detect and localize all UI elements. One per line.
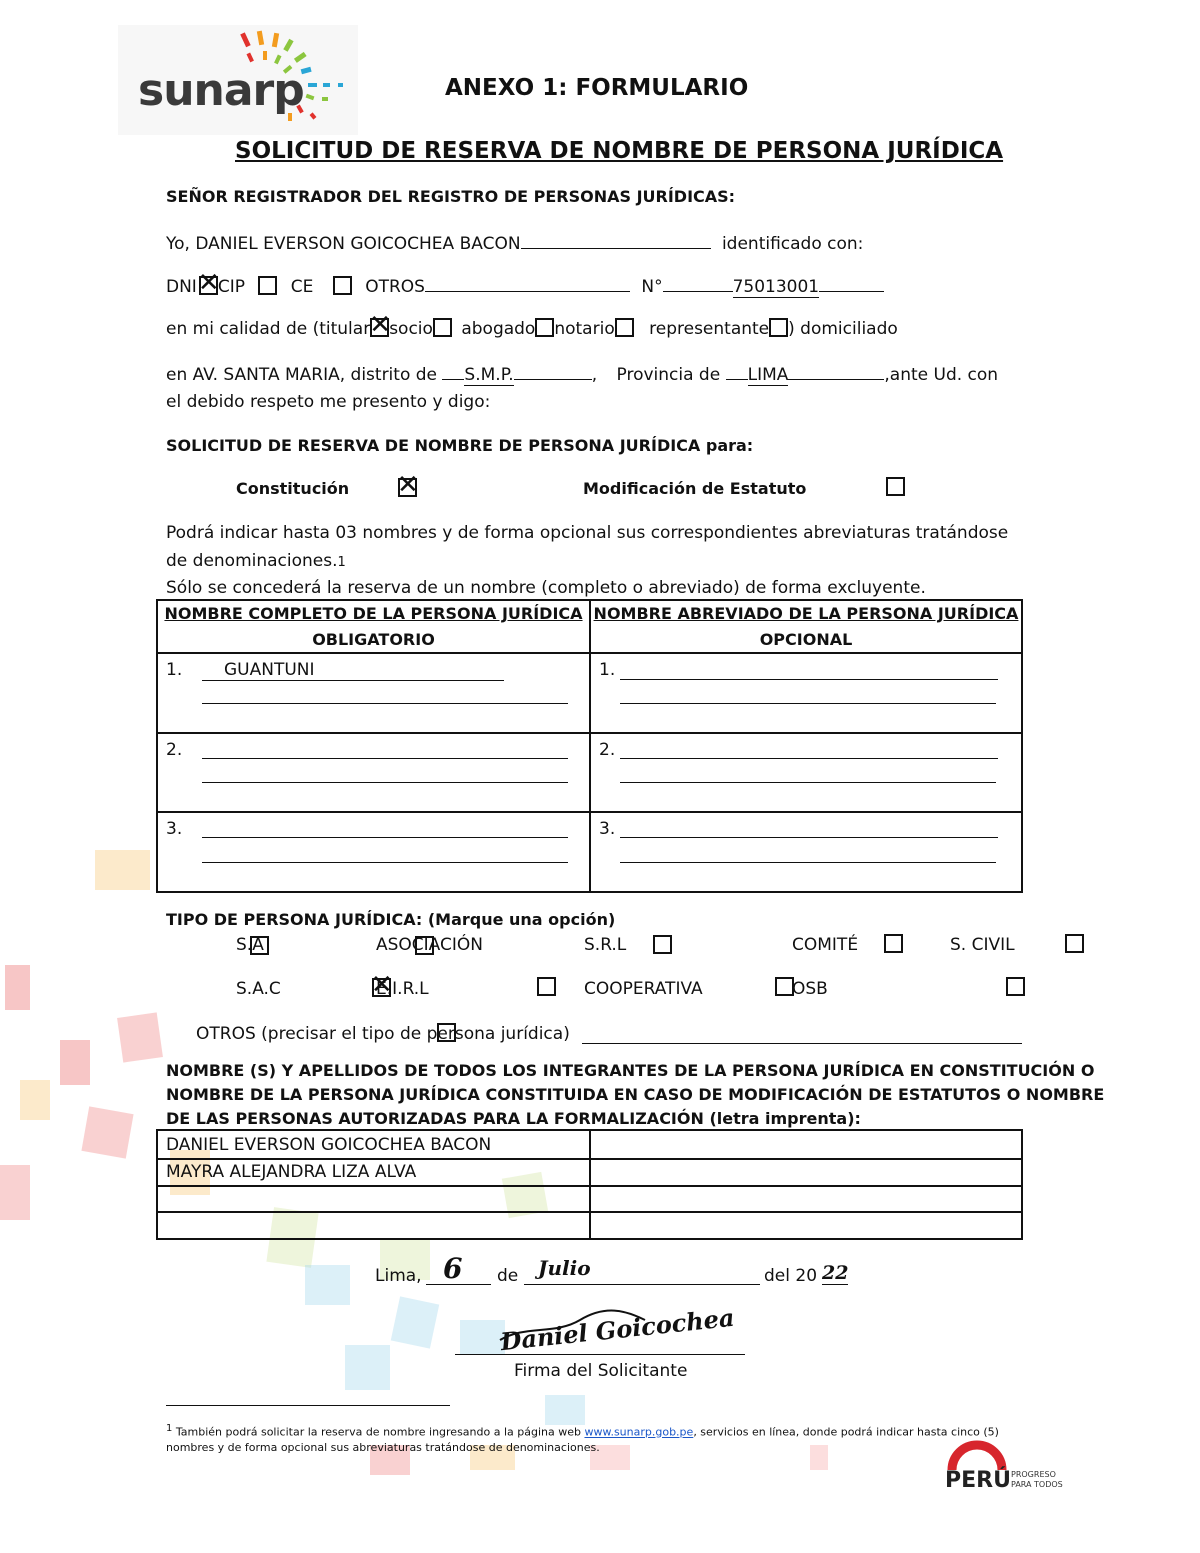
- capacity-notario-label: notario: [554, 319, 615, 339]
- names-row-2-num: 2.: [166, 740, 183, 760]
- date-day-value: 6: [443, 1252, 463, 1285]
- footnote-separator: [166, 1405, 450, 1406]
- entity-cooperativa-label: COOPERATIVA: [584, 979, 703, 999]
- date-year-prefix: del 20: [764, 1266, 818, 1286]
- footnote-link[interactable]: www.sunarp.gob.pe: [584, 1425, 694, 1439]
- date-city: Lima,: [375, 1266, 422, 1286]
- member-row-4-col2[interactable]: [598, 1215, 1018, 1235]
- entity-osb-label: OSB: [792, 979, 828, 999]
- address-prefix: en AV. SANTA MARIA, distrito de: [166, 365, 438, 385]
- entity-asociacion-label: ASOCIACIÓN: [376, 935, 483, 955]
- names-row-2-full-line2[interactable]: [202, 782, 568, 783]
- date-month-field[interactable]: [524, 1284, 760, 1285]
- date-month-value: Julio: [538, 1256, 591, 1280]
- entity-otros-label: OTROS (precisar el tipo de persona jurídica): [196, 1024, 570, 1044]
- signature-scribble-icon: [495, 1305, 655, 1350]
- names-col2-header-text: NOMBRE ABREVIADO DE LA PERSONA JURÍDICA: [593, 604, 1019, 623]
- entity-type-heading: TIPO DE PERSONA JURÍDICA: (Marque una opción): [166, 910, 616, 929]
- footnote-line-1: [166, 1423, 999, 1439]
- doc-type-dni-label: DNI: [166, 277, 197, 297]
- member-row-2-col2[interactable]: [598, 1162, 1018, 1182]
- names-col2-sub: OPCIONAL: [759, 630, 853, 649]
- address-line-2: el debido respeto me presento y digo:: [166, 392, 491, 412]
- entity-comite-checkbox[interactable]: [884, 934, 903, 953]
- names-row-1-abbr-num: 1.: [599, 660, 616, 680]
- entity-scivil-checkbox[interactable]: [1065, 934, 1084, 953]
- doc-number-underline-left: [663, 274, 733, 292]
- capacity-line: [166, 318, 898, 339]
- entity-srl-label: S.R.L: [584, 935, 627, 955]
- date-year-suffix: 22: [822, 1262, 849, 1284]
- entity-eirl-label: E.I.R.L: [376, 979, 429, 999]
- district-field[interactable]: S.M.P.: [464, 365, 514, 385]
- sunarp-logo: [118, 25, 358, 135]
- capacity-socio-label: socio: [389, 319, 433, 339]
- capacity-socio-checkbox[interactable]: [370, 318, 389, 337]
- doc-type-dni-checkbox[interactable]: [199, 276, 218, 295]
- members-table-rule-1: [158, 1158, 1021, 1160]
- doc-type-ce-label: CE: [290, 277, 314, 297]
- handwritten-signature: Daniel Goicochea: [499, 1302, 736, 1357]
- name-underline: [521, 231, 711, 249]
- members-table-rule-2: [158, 1185, 1021, 1187]
- province-underline-right: [788, 362, 884, 380]
- names-row-2-full-field[interactable]: [202, 758, 568, 759]
- names-row-1-num: 1.: [166, 660, 183, 680]
- member-row-3-name[interactable]: [166, 1189, 586, 1209]
- instructions-line-3: Sólo se concederá la reserva de un nombre (completo o abreviado) de forma excluyente.: [166, 578, 926, 598]
- names-row-3-abbr-num: 3.: [599, 819, 616, 839]
- peru-wordmark: PERÚ: [945, 1468, 1011, 1493]
- province-label: Provincia de: [616, 365, 721, 385]
- identity-suffix: identificado con:: [721, 234, 864, 254]
- members-heading-line-2: NOMBRE DE LA PERSONA JURÍDICA CONSTITUIDA EN CASO DE MODIFICACIÓN DE ESTATUTOS O NOMBRE: [166, 1085, 1105, 1104]
- names-table-row-rule-1: [158, 732, 1021, 734]
- identity-line: [166, 231, 863, 254]
- names-row-3-num: 3.: [166, 819, 183, 839]
- names-row-2-abbr-line2[interactable]: [620, 782, 996, 783]
- footnote-text-before: También podrá solicitar la reserva de nombre ingresando a la página web: [175, 1425, 581, 1439]
- page-title: SOLICITUD DE RESERVA DE NOMBRE DE PERSONA JURÍDICA: [235, 138, 1004, 164]
- capacity-representante-checkbox[interactable]: [769, 318, 788, 337]
- member-row-1-name[interactable]: DANIEL EVERSON GOICOCHEA BACON: [166, 1135, 492, 1155]
- request-constitucion-label: Constitución: [236, 479, 350, 498]
- names-row-3-full-field[interactable]: [202, 837, 568, 838]
- names-row-3-full-line2[interactable]: [202, 862, 568, 863]
- footnote-mark: 1: [166, 1423, 173, 1434]
- doc-type-otros-label: OTROS: [365, 277, 425, 297]
- request-modificacion-label: Modificación de Estatuto: [583, 479, 807, 498]
- names-table: [156, 599, 1023, 893]
- address-suffix: ,ante Ud. con: [884, 365, 999, 385]
- doc-type-line: [166, 274, 884, 297]
- signature-line: [455, 1354, 745, 1355]
- entity-sac-label: S.A.C: [236, 979, 281, 999]
- entity-srl-checkbox[interactable]: [653, 935, 672, 954]
- names-col1-sub: OBLIGATORIO: [312, 630, 435, 649]
- entity-otros-field[interactable]: [582, 1043, 1022, 1044]
- footnote-text-after: , servicios en línea, donde podrá indicar hasta cinco (5): [693, 1425, 999, 1439]
- province-field[interactable]: LIMA: [747, 365, 789, 385]
- capacity-representante-checkbox-1[interactable]: [615, 318, 634, 337]
- peru-tagline-2: PARA TODOS: [1011, 1480, 1063, 1489]
- sunarp-wordmark: sunarp: [138, 65, 304, 116]
- member-row-1-col2[interactable]: [598, 1135, 1018, 1155]
- doc-number-underline-right: [819, 274, 884, 292]
- capacity-representante-label: representante: [649, 319, 770, 339]
- doc-number-field[interactable]: 75013001: [732, 277, 820, 297]
- names-row-3-abbr-field[interactable]: [620, 837, 998, 838]
- names-row-1-abbr-line2[interactable]: [620, 703, 996, 704]
- instructions-line-2: [166, 551, 346, 571]
- names-table-row-rule-2: [158, 811, 1021, 813]
- entity-sa-label: S.A: [236, 935, 264, 955]
- names-row-1-full-value: GUANTUNI: [224, 660, 315, 680]
- names-row-1-abbr-field[interactable]: [620, 679, 998, 680]
- signature-caption: Firma del Solicitante: [514, 1361, 688, 1381]
- peru-logo: [945, 1440, 1085, 1495]
- names-col1-header: [158, 604, 589, 623]
- footnote-line-2: nombres y de forma opcional sus abreviaturas tratándose de denominaciones.: [166, 1441, 600, 1454]
- entity-osb-checkbox[interactable]: [1006, 977, 1025, 996]
- entity-eirl-checkbox[interactable]: [537, 977, 556, 996]
- request-constitucion-checkbox[interactable]: [398, 478, 417, 497]
- entity-cooperativa-checkbox[interactable]: [775, 977, 794, 996]
- doc-type-cip-label: CIP: [217, 277, 245, 297]
- member-row-2-name[interactable]: MAYRA ALEJANDRA LIZA ALVA: [166, 1162, 417, 1182]
- entity-scivil-label: S. CIVIL: [950, 935, 1015, 955]
- footnote-reference[interactable]: 1: [337, 555, 346, 570]
- members-heading-line-3: DE LAS PERSONAS AUTORIZADAS PARA LA FORMALIZACIÓN (letra imprenta):: [166, 1109, 861, 1128]
- capacity-prefix: en mi calidad de (titular: [166, 319, 371, 339]
- capacity-notario-checkbox[interactable]: [535, 318, 554, 337]
- identity-prefix: Yo,: [166, 234, 190, 254]
- request-modificacion-checkbox[interactable]: [886, 477, 905, 496]
- capacity-abogado-label: abogado: [461, 319, 536, 339]
- names-row-1-full-field[interactable]: [202, 660, 504, 681]
- otros-field[interactable]: [425, 274, 630, 292]
- names-row-1-full-line2[interactable]: [202, 703, 568, 704]
- names-row-3-abbr-line2[interactable]: [620, 862, 996, 863]
- doc-type-ce-checkbox[interactable]: [333, 276, 352, 295]
- members-table-rule-3: [158, 1211, 1021, 1213]
- capacity-suffix: ) domiciliado: [788, 319, 898, 339]
- member-row-4-name[interactable]: [166, 1215, 586, 1235]
- names-table-header-rule: [158, 652, 1021, 654]
- instructions-line-1: Podrá indicar hasta 03 nombres y de forma opcional sus correspondientes abreviaturas tratándose: [166, 523, 1009, 543]
- names-col2-header: [591, 604, 1021, 623]
- date-de: de: [497, 1266, 519, 1286]
- names-row-2-abbr-num: 2.: [599, 740, 616, 760]
- entity-comite-label: COMITÉ: [792, 935, 859, 955]
- district-underline-left: [442, 362, 464, 380]
- province-underline-left: [726, 362, 748, 380]
- capacity-abogado-checkbox[interactable]: [433, 318, 452, 337]
- annex-title: ANEXO 1: FORMULARIO: [445, 75, 749, 101]
- instructions-line-2-text: de denominaciones.: [166, 551, 338, 571]
- doc-number-label: N°: [641, 277, 663, 297]
- peru-tagline-1: PROGRESO: [1011, 1470, 1056, 1479]
- salutation: SEÑOR REGISTRADOR DEL REGISTRO DE PERSONAS JURÍDICAS:: [166, 187, 736, 206]
- member-row-3-col2[interactable]: [598, 1189, 1018, 1209]
- request-heading: SOLICITUD DE RESERVA DE NOMBRE DE PERSONA JURÍDICA para:: [166, 436, 754, 455]
- district-underline-right: [514, 362, 592, 380]
- names-row-2-abbr-field[interactable]: [620, 758, 998, 759]
- address-line: en AV. SANTA MARIA, distrito de S.M.P. , Provincia de LIMA ,ante Ud. con: [166, 362, 998, 385]
- members-table: [156, 1129, 1023, 1240]
- names-col1-header-text: NOMBRE COMPLETO DE LA PERSONA JURÍDICA: [164, 604, 583, 623]
- applicant-name-field[interactable]: DANIEL EVERSON GOICOCHEA BACON: [195, 234, 521, 254]
- members-heading-line-1: NOMBRE (S) Y APELLIDOS DE TODOS LOS INTEGRANTES DE LA PERSONA JURÍDICA EN CONSTITUCIÓN O: [166, 1061, 1095, 1080]
- doc-type-cip-checkbox[interactable]: [258, 276, 277, 295]
